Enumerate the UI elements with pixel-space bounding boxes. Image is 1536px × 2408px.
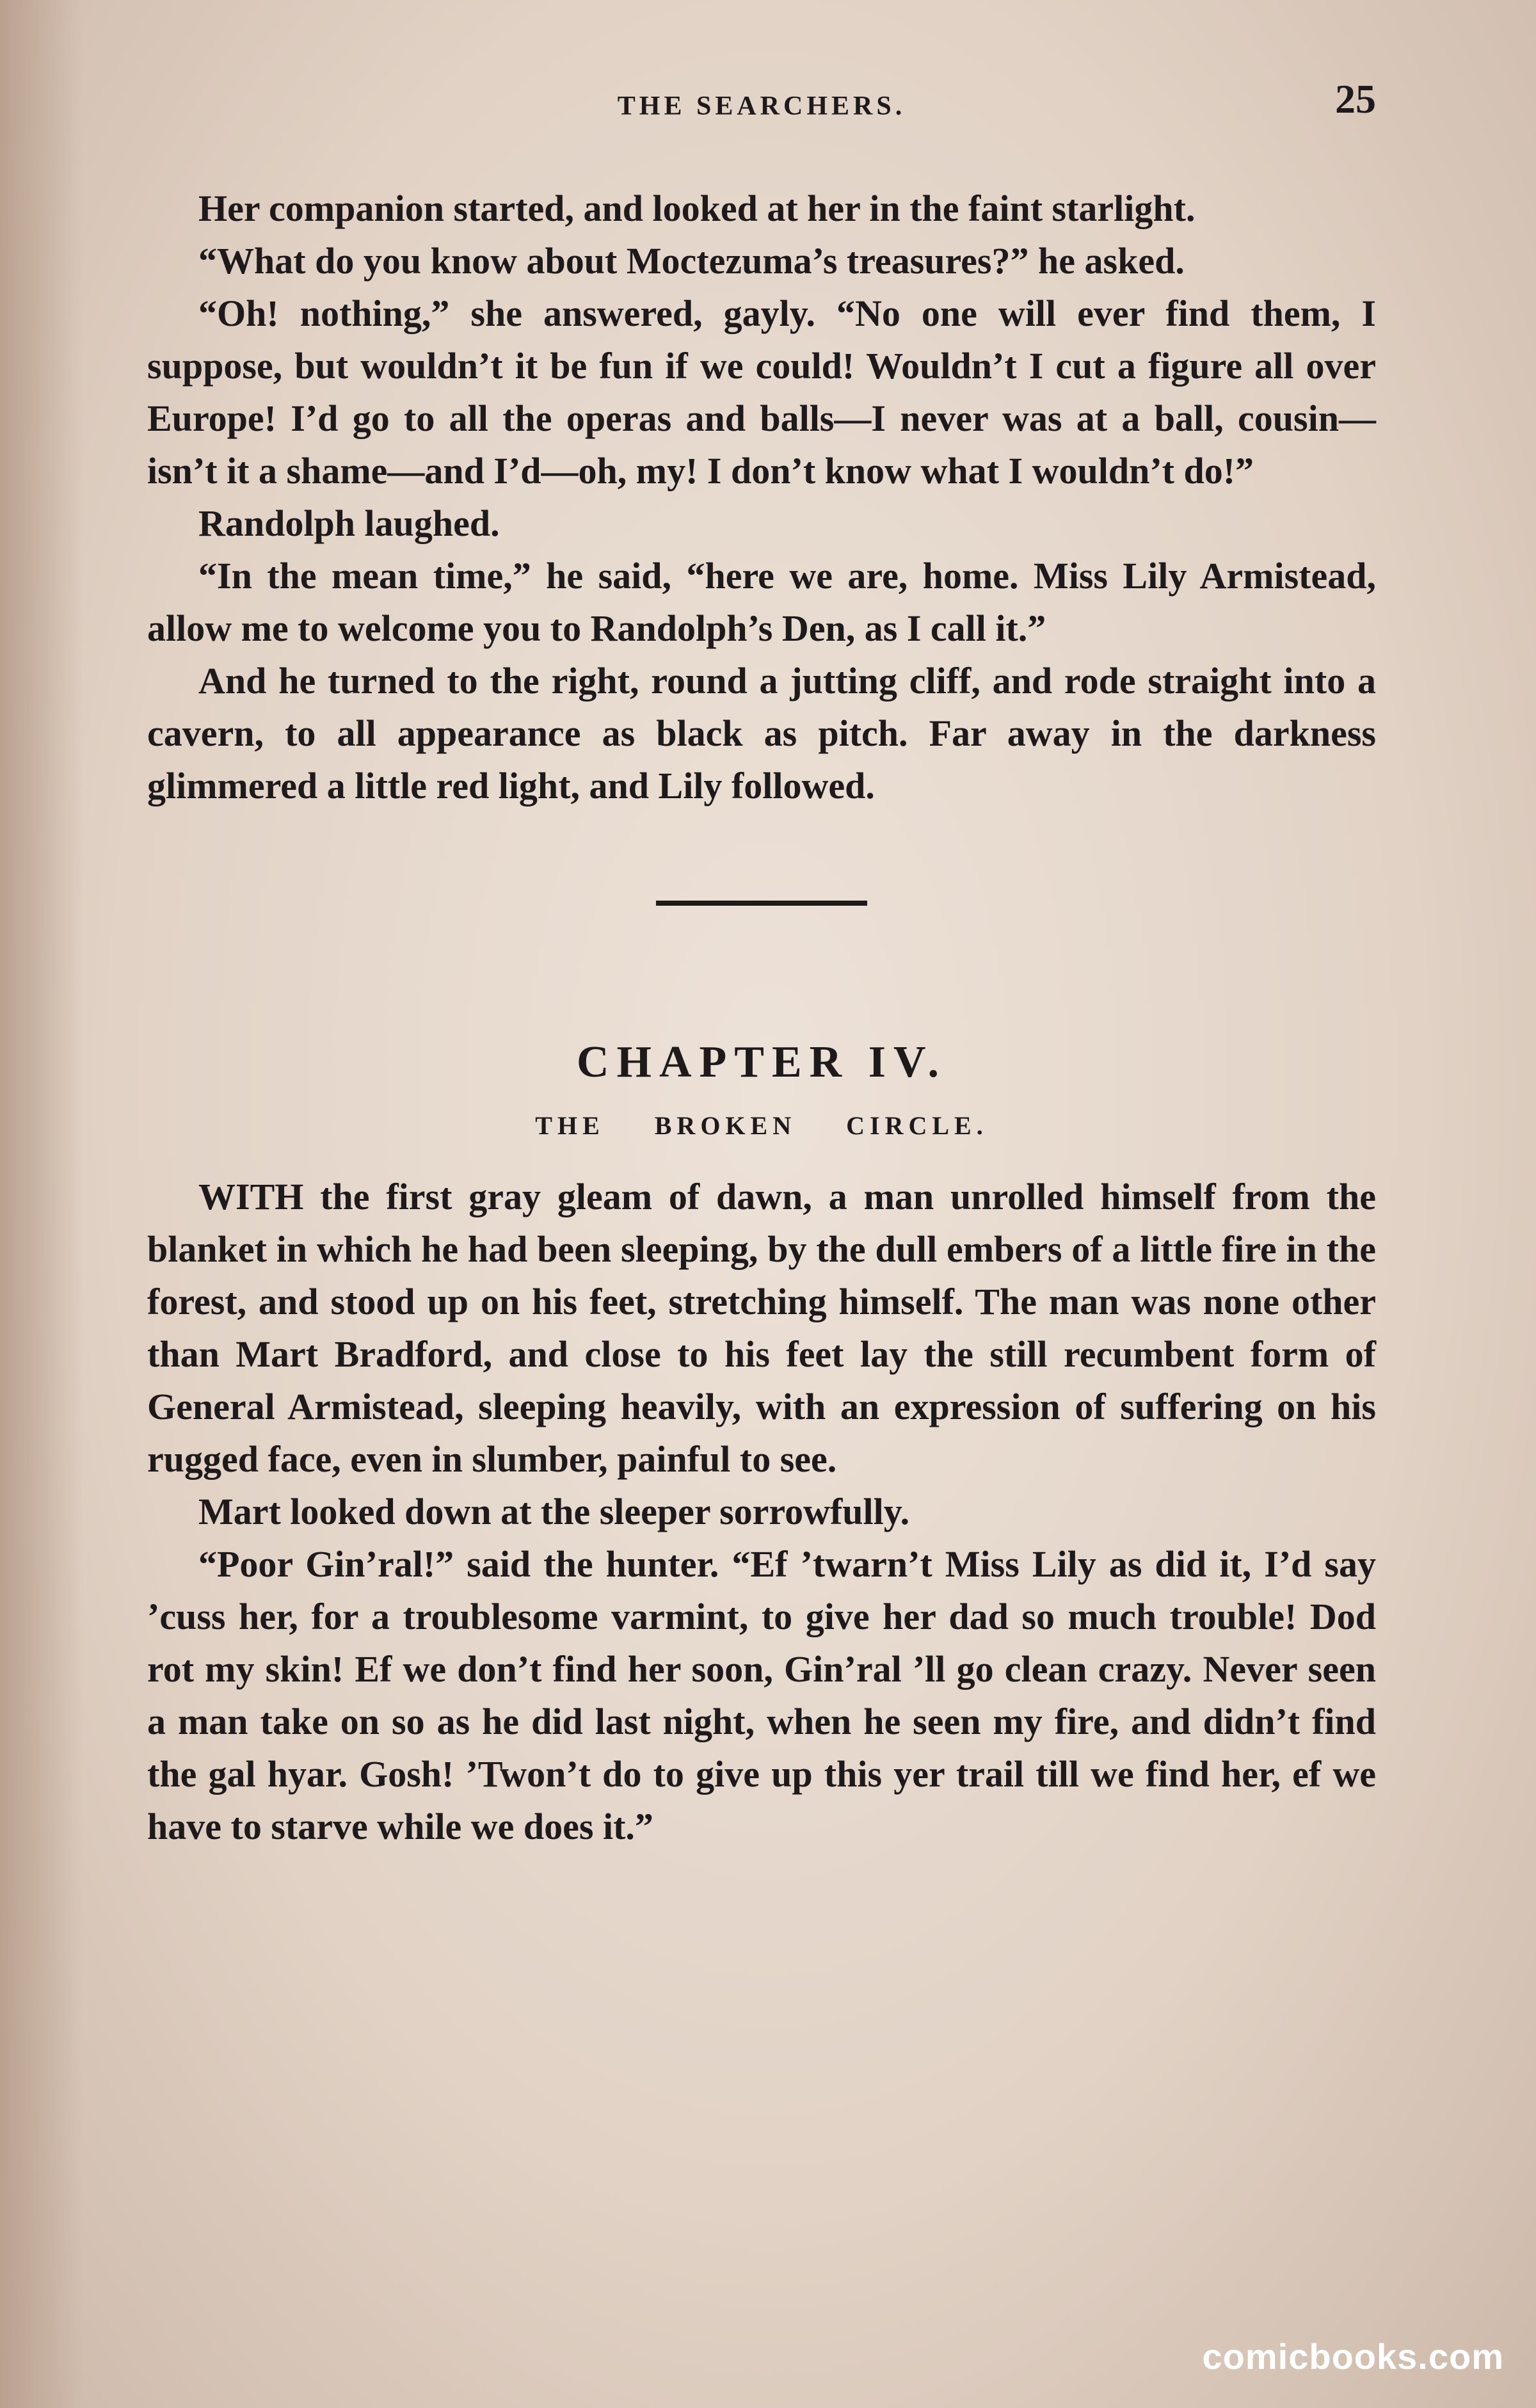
paragraph: WITH the first gray gleam of dawn, a man unrolled himself from the blanket in which he had been sleeping, by the dull embers of a little fire in the forest, and stood up on his feet, stretching himself. The man was none other than Mart Bradford, and close to his feet lay the still recumbent form of General Armistead, sleeping heavily, with an expression of suffering on his rugged face, even in slumber, painful to see.	[147, 1176, 1376, 1480]
paragraph: “In the mean time,” he said, “here we are, home. Miss Lily Armistead, allow me to welcome you to Randolph’s Den, as I call it.”	[147, 555, 1376, 649]
chapter-subtitle: THE BROKEN CIRCLE.	[535, 1111, 988, 1140]
paragraph: “Oh! nothing,” she answered, gayly. “No one will ever find them, I suppose, but wouldn’t it be fun if we could! Wouldn’t I cut a figure all over Europe! I’d go to all the operas and balls—I never was at a ball, cousin—isn’t it a shame—and I’d—oh, my! I don’t know what I wouldn’t do!”	[147, 293, 1376, 492]
page-body	[147, 182, 1376, 1853]
watermark: comicbooks.com	[1202, 2336, 1504, 2377]
page-header	[147, 76, 1376, 133]
paragraph: Randolph laughed.	[198, 502, 500, 544]
paragraph: Her companion started, and looked at her in the faint starlight.	[198, 188, 1196, 229]
chapter-title: CHAPTER IV.	[576, 1038, 947, 1087]
paragraph: “Poor Gin’ral!” said the hunter. “Ef ’twarn’t Miss Lily as did it, I’d say ’cuss her, for a troublesome varmint, to give her dad so much trouble! Dod rot my skin! Ef we don’t find her soon, Gin’ral ’ll go clean crazy. Never seen a man take on so as he did last night, when he seen my fire, and didn’t find the gal hyar. Gosh! ’Twon’t do to give up this yer trail till we find her, ef we have to starve while we does it.”	[147, 1543, 1376, 1847]
page-edge-shadow	[0, 0, 83, 2408]
running-head: THE SEARCHERS.	[617, 92, 906, 121]
section-divider	[656, 901, 867, 906]
page-number: 25	[1335, 76, 1376, 122]
paragraph: “What do you know about Moctezuma’s treasures?” he asked.	[198, 240, 1185, 282]
paragraph: Mart looked down at the sleeper sorrowfully.	[198, 1491, 910, 1532]
paragraph: And he turned to the right, round a jutting cliff, and rode straight into a cavern, to all appearance as black as pitch. Far away in the darkness glimmered a little red light, and Lily followed.	[147, 660, 1376, 807]
